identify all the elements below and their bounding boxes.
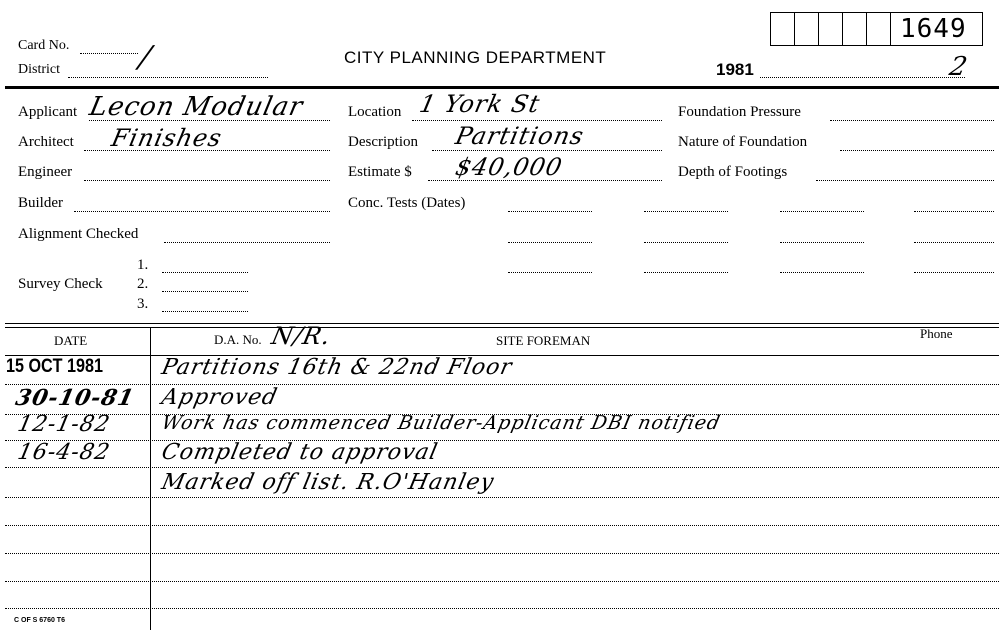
card-no-value: /	[136, 40, 155, 75]
architect-label: Architect	[18, 134, 74, 150]
estimate-label: Estimate $	[348, 164, 412, 180]
location-value: 1 York St	[417, 90, 543, 118]
survey-label: Survey Check	[18, 276, 103, 292]
conc-line-r3c2	[644, 272, 728, 273]
applicant-value: Lecon Modular	[86, 92, 306, 122]
survey-line-3	[162, 311, 248, 312]
nature-foundation-line	[840, 150, 994, 151]
conc-line-r2c4	[914, 242, 994, 243]
log-date-4: 16-4-82	[15, 440, 113, 465]
conc-line-r2c1	[508, 242, 592, 243]
file-number-box-3	[818, 12, 843, 46]
depth-footings-label: Depth of Footings	[678, 164, 788, 180]
da-no-label: D.A. No.	[214, 332, 262, 347]
form-code: C OF S 6760 T6	[14, 617, 65, 624]
log-rule-4	[5, 467, 999, 468]
depth-footings-line	[816, 180, 994, 181]
conc-line-r2c2	[644, 242, 728, 243]
log-rule-7	[5, 553, 999, 554]
survey-item-1: 1.	[137, 257, 149, 273]
file-number-box-1	[770, 12, 795, 46]
log-date-3: 12-1-82	[15, 412, 113, 437]
alignment-label: Alignment Checked	[18, 226, 139, 242]
log-date-1: 15 OCT 1981	[6, 356, 103, 377]
district-label: District	[18, 62, 60, 77]
card-no-label: Card No.	[18, 38, 70, 53]
description-label: Description	[348, 134, 418, 150]
applicant-label: Applicant	[18, 104, 78, 120]
builder-line	[74, 211, 330, 212]
engineer-line	[84, 180, 330, 181]
card-index: 2	[946, 52, 971, 82]
location-line	[412, 120, 662, 121]
survey-item-3: 3.	[137, 296, 149, 312]
log-rule-3	[5, 440, 999, 441]
conc-tests-label: Conc. Tests (Dates)	[348, 195, 466, 211]
log-rule-9	[5, 608, 999, 609]
conc-line-r3c4	[914, 272, 994, 273]
log-text-2: Approved	[159, 385, 281, 410]
alignment-line	[164, 242, 330, 243]
da-no-value: N/R.	[269, 322, 334, 350]
phone-label: Phone	[920, 326, 953, 341]
conc-line-r3c1	[508, 272, 592, 273]
foundation-pressure-label: Foundation Pressure	[678, 104, 801, 120]
description-value: Partitions	[453, 122, 587, 150]
log-rule-1	[5, 384, 999, 385]
log-date-2: 30-10-81	[13, 385, 137, 411]
foundation-pressure-line	[830, 120, 994, 121]
log-rule-8	[5, 581, 999, 582]
log-text-5: Marked off list. R.O'Hanley	[159, 470, 497, 495]
file-number-box-4	[842, 12, 867, 46]
survey-line-2	[162, 291, 248, 292]
card-no-line	[80, 53, 138, 54]
log-rule-6	[5, 525, 999, 526]
log-text-4: Completed to approval	[159, 440, 441, 465]
log-divider-top	[5, 323, 999, 324]
description-line	[432, 150, 662, 151]
year: 1981	[716, 60, 754, 79]
nature-foundation-label: Nature of Foundation	[678, 134, 808, 150]
architect-value: Finishes	[109, 124, 225, 152]
log-text-3: Work has commenced Builder-Applicant DBI notified	[159, 412, 723, 434]
conc-line-r1c4	[914, 211, 994, 212]
conc-line-r3c3	[780, 272, 864, 273]
conc-line-r1c2	[644, 211, 728, 212]
file-number-box-2	[794, 12, 819, 46]
date-column-divider	[150, 327, 151, 630]
district-line	[68, 77, 268, 78]
conc-line-r2c3	[780, 242, 864, 243]
file-number: 1649	[900, 14, 967, 44]
header-divider	[5, 86, 999, 89]
engineer-label: Engineer	[18, 164, 73, 180]
survey-item-2: 2.	[137, 276, 149, 292]
page-title: CITY PLANNING DEPARTMENT	[344, 48, 607, 67]
log-rule-5	[5, 497, 999, 498]
builder-label: Builder	[18, 195, 63, 211]
estimate-value: $40,000	[453, 153, 566, 181]
conc-line-r1c1	[508, 211, 592, 212]
conc-line-r1c3	[780, 211, 864, 212]
location-label: Location	[348, 104, 402, 120]
site-foreman-label: SITE FOREMAN	[496, 333, 591, 348]
log-divider-bottom	[5, 327, 999, 328]
date-header: DATE	[54, 333, 88, 348]
log-text-1: Partitions 16th & 22nd Floor	[159, 355, 515, 380]
year-line	[760, 77, 965, 78]
file-number-box-5	[866, 12, 891, 46]
survey-line-1	[162, 272, 248, 273]
